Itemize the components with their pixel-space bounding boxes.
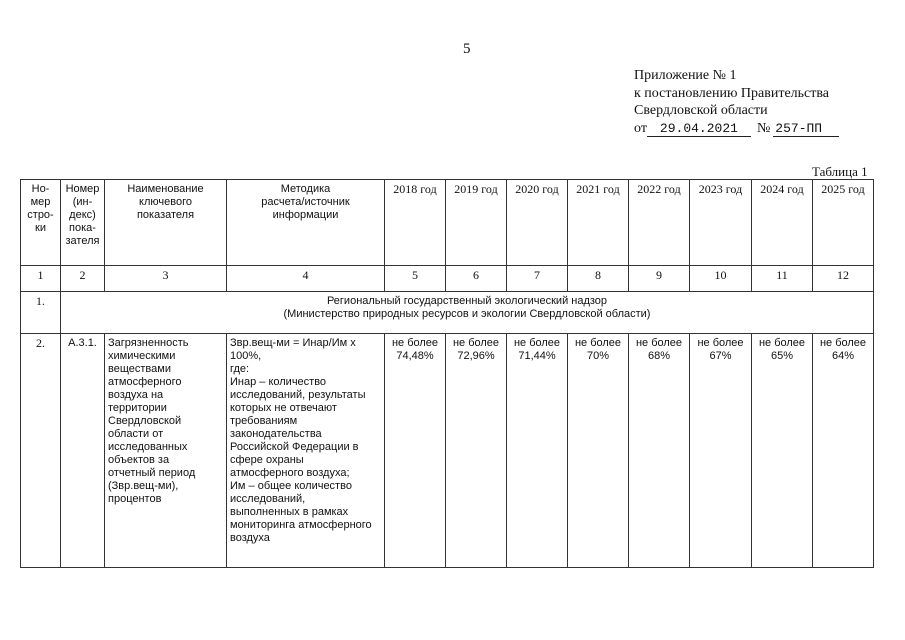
column-number: 12	[813, 266, 874, 292]
column-number: 8	[568, 266, 629, 292]
appendix-decree-line: к постановлению Правительства	[634, 85, 830, 101]
section-title	[61, 292, 874, 334]
appendix-header	[634, 67, 839, 137]
column-number: 6	[446, 266, 507, 292]
header-year-2022: 2022 год	[629, 180, 690, 266]
header-year-2018: 2018 год	[385, 180, 446, 266]
target-2021: не более 70%	[568, 334, 629, 568]
section-title-agency: (Министерство природных ресурсов и экологии Свердловской области)	[283, 308, 651, 320]
section-title-line: Региональный государственный экологический надзор	[326, 295, 608, 307]
section-row	[21, 292, 874, 334]
column-number: 9	[629, 266, 690, 292]
number-sign: №	[756, 120, 771, 136]
column-number: 3	[105, 266, 227, 292]
date-prefix: от	[634, 120, 647, 136]
header-year-2024: 2024 год	[752, 180, 813, 266]
header-year-2019: 2019 год	[446, 180, 507, 266]
column-number: 10	[690, 266, 752, 292]
header-indicator-name: Наименование ключевого показателя	[105, 180, 227, 266]
header-year-2020: 2020 год	[507, 180, 568, 266]
column-number-row	[21, 266, 874, 292]
section-row-number: 1.	[21, 292, 61, 334]
target-2025: не более 64%	[813, 334, 874, 568]
indicators-table	[20, 179, 874, 568]
row-number: 2.	[21, 334, 61, 568]
header-row	[21, 180, 874, 266]
target-2024: не более 65%	[752, 334, 813, 568]
column-number: 4	[227, 266, 385, 292]
decree-date: 29.04.2021	[647, 122, 751, 137]
target-2019: не более 72,96%	[446, 334, 507, 568]
header-indicator-index: Номер (ин- декс) пока- зателя	[61, 180, 105, 266]
appendix-date-line	[634, 120, 839, 138]
appendix-title: Приложение № 1	[634, 68, 737, 83]
target-2020: не более 71,44%	[507, 334, 568, 568]
column-number: 7	[507, 266, 568, 292]
target-2022: не более 68%	[629, 334, 690, 568]
target-2018: не более 74,48%	[385, 334, 446, 568]
table-caption: Таблица 1	[812, 164, 868, 179]
header-row-number: Но- мер стро- ки	[21, 180, 61, 266]
decree-number: 257-ПП	[773, 122, 839, 137]
page-number: 5	[463, 41, 471, 57]
column-number: 1	[21, 266, 61, 292]
header-year-2025: 2025 год	[813, 180, 874, 266]
column-number: 5	[385, 266, 446, 292]
header-year-2021: 2021 год	[568, 180, 629, 266]
table-row	[21, 334, 874, 568]
column-number: 11	[752, 266, 813, 292]
calculation-method: Звр.вещ-ми = Инар/Им х 100%, где: Инар – количество исследований, результаты которых не отвечают требованиям законодательства Российской Федерации в сфере охраны атмосферного воздуха; Им – общее количество исследований, выполненных в рамках мониторинга атмосферного воздуха	[227, 334, 385, 568]
column-number: 2	[61, 266, 105, 292]
indicator-name: Загрязненность химическими веществами атмосферного воздуха на территории Свердловской области от исследованных объектов за отчетный период (Звр.вещ-ми), процентов	[105, 334, 227, 568]
target-2023: не более 67%	[690, 334, 752, 568]
header-method: Методика расчета/источник информации	[227, 180, 385, 266]
appendix-region-line: Свердловской области	[634, 103, 768, 118]
header-year-2023: 2023 год	[690, 180, 752, 266]
indicator-code: А.3.1.	[61, 334, 105, 568]
